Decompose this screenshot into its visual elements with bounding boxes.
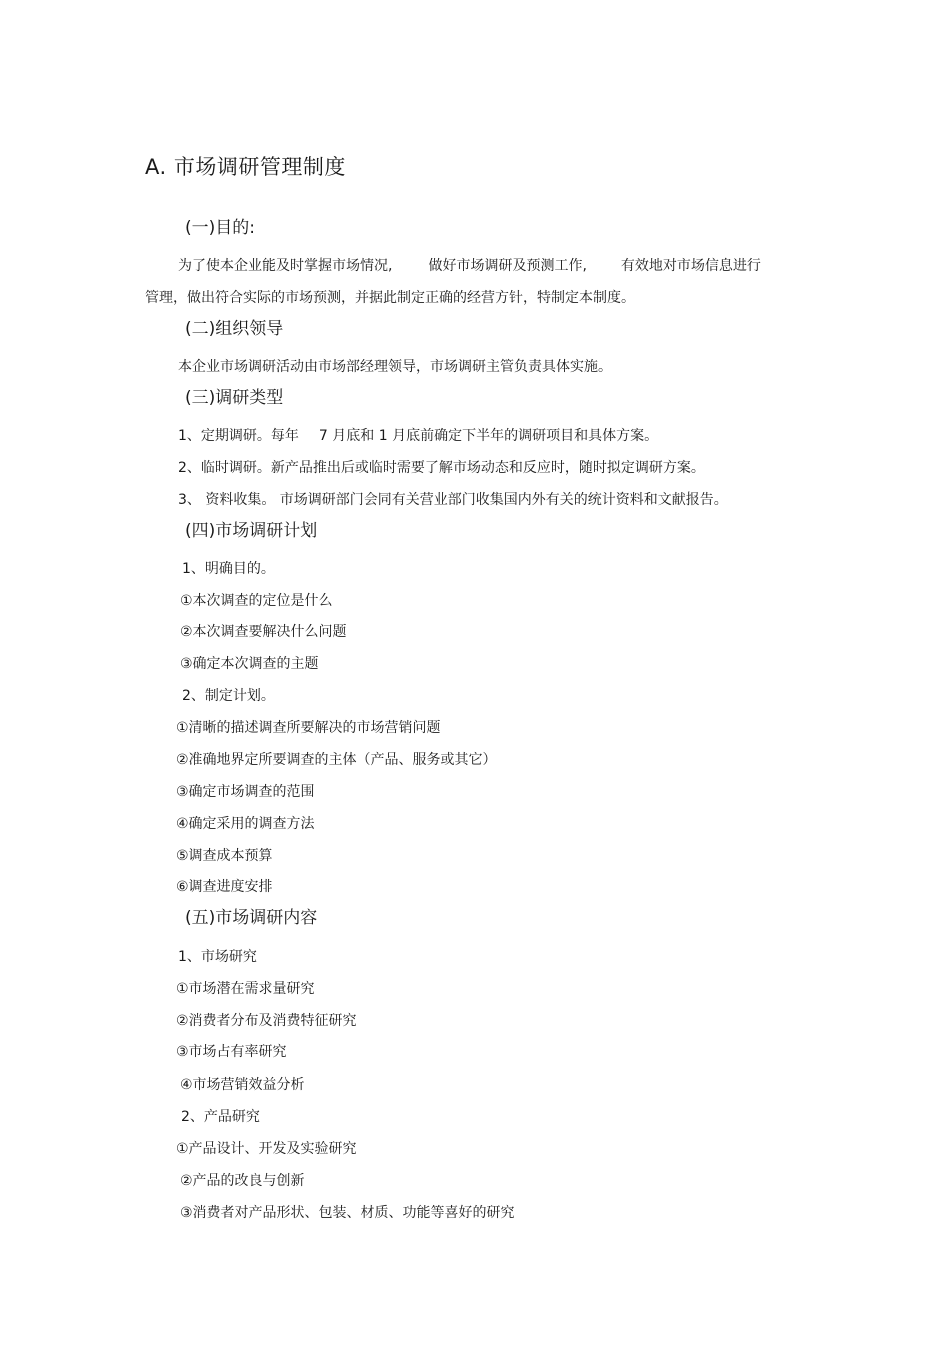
research-type-item-1 (178, 426, 658, 446)
research-type-item-2: 2、临时调研。新产品推出后或临时需要了解市场动态和反应时，随时拟定调研方案。 (178, 460, 705, 476)
plan-line: 2、制定计划。 (182, 688, 275, 704)
content-line: 2、产品研究 (181, 1109, 260, 1125)
purpose-paragraph-line-2: 管理，做出符合实际的市场预测，并据此制定正确的经营方针，特制定本制度。 (145, 290, 635, 306)
research-type-item-1-part-1: 1、定期调研。每年 (178, 428, 299, 444)
page-title: A. 市场调研管理制度 (145, 155, 346, 179)
content-line: ③市场占有率研究 (176, 1044, 287, 1060)
research-type-item-3: 3、 资料收集。 市场调研部门会同有关营业部门收集国内外有关的统计资料和文献报告。 (178, 492, 728, 508)
content-line: ①产品设计、开发及实验研究 (176, 1141, 357, 1157)
purpose-text-part-3: 有效地对市场信息进行 (620, 258, 761, 274)
plan-line: ①本次调查的定位是什么 (180, 593, 333, 609)
plan-line: ②本次调查要解决什么问题 (180, 624, 347, 640)
purpose-text-part-1: 为了使本企业能及时掌握市场情况, (178, 258, 393, 274)
plan-line: ⑥调查进度安排 (176, 879, 273, 895)
plan-line: ③确定本次调查的主题 (180, 656, 319, 672)
section-heading-purpose: (一)目的: (185, 218, 255, 238)
organization-paragraph: 本企业市场调研活动由市场部经理领导，市场调研主管负责具体实施。 (178, 359, 612, 375)
plan-line: ③确定市场调查的范围 (176, 784, 315, 800)
plan-line: 1、明确目的。 (182, 561, 275, 577)
section-heading-research-types: (三)调研类型 (185, 388, 284, 408)
section-heading-research-content: (五)市场调研内容 (185, 908, 318, 928)
content-line: ③消费者对产品形状、包装、材质、功能等喜好的研究 (180, 1205, 515, 1221)
section-heading-organization: (二)组织领导 (185, 319, 284, 339)
section-heading-research-plan: (四)市场调研计划 (185, 521, 318, 541)
content-line: ②产品的改良与创新 (180, 1173, 305, 1189)
content-line: ①市场潜在需求量研究 (176, 981, 315, 997)
content-line: ②消费者分布及消费特征研究 (176, 1013, 357, 1029)
plan-line: ④确定采用的调查方法 (176, 816, 315, 832)
content-line: 1、市场研究 (178, 949, 257, 965)
plan-line: ⑤调查成本预算 (176, 848, 273, 864)
purpose-text-part-2: 做好市场调研及预测工作, (428, 258, 587, 274)
plan-line: ②准确地界定所要调查的主体（产品、服务或其它） (176, 752, 497, 768)
research-type-item-1-part-2: 7 月底和 1 月底前确定下半年的调研项目和具体方案。 (318, 428, 659, 444)
purpose-paragraph-line-1 (178, 256, 761, 276)
plan-line: ①清晰的描述调查所要解决的市场营销问题 (176, 720, 441, 736)
content-line: ④市场营销效益分析 (180, 1077, 305, 1093)
